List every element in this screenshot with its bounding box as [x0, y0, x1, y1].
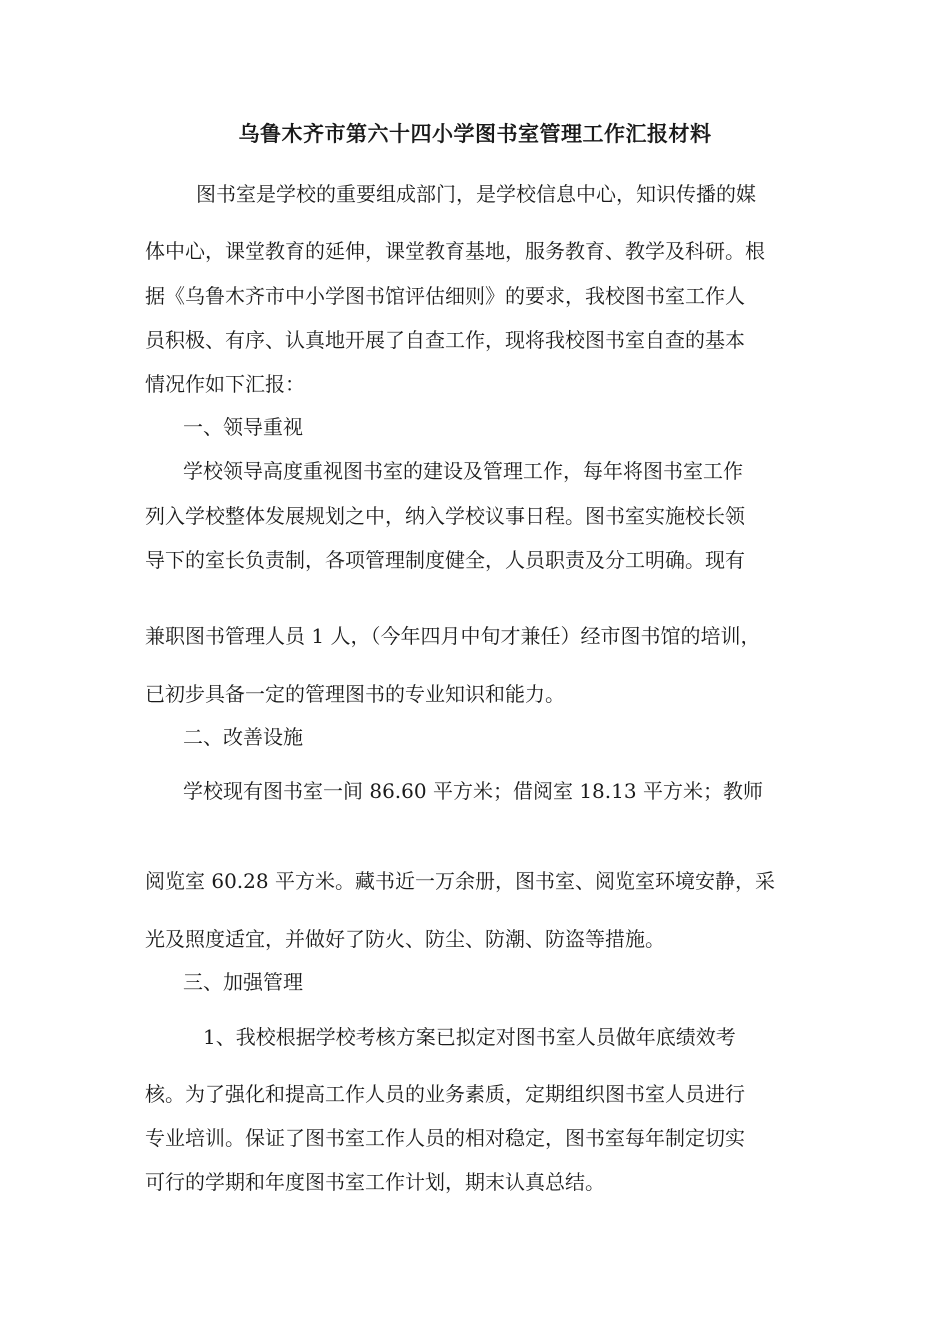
- paragraph-line: 体中心，课堂教育的延伸，课堂教育基地，服务教育、教学及科研。根: [145, 239, 765, 263]
- paragraph-line: 列入学校整体发展规划之中，纳入学校议事日程。图书室实施校长领: [145, 504, 745, 528]
- paragraph-line: 兼职图书管理人员 1 人，（今年四月中旬才兼任）经市图书馆的培训，: [145, 624, 761, 648]
- paragraph-line: 核。为了强化和提高工作人员的业务素质，定期组织图书室人员进行: [145, 1082, 745, 1106]
- paragraph-line: 情况作如下汇报：: [145, 372, 305, 396]
- paragraph-line: 可行的学期和年度图书室工作计划，期末认真总结。: [145, 1170, 605, 1194]
- paragraph-line: 据《乌鲁木齐市中小学图书馆评估细则》的要求，我校图书室工作人: [145, 284, 745, 308]
- paragraph-line: 图书室是学校的重要组成部门，是学校信息中心，知识传播的媒: [196, 182, 756, 206]
- paragraph-line: 阅览室 60.28 平方米。藏书近一万余册，图书室、阅览室环境安静，采: [145, 869, 775, 893]
- paragraph-line: 导下的室长负责制，各项管理制度健全，人员职责及分工明确。现有: [145, 548, 745, 572]
- paragraph-line: 1、我校根据学校考核方案已拟定对图书室人员做年底绩效考: [203, 1025, 736, 1049]
- paragraph-line: 员积极、有序、认真地开展了自查工作，现将我校图书室自查的基本: [145, 328, 745, 352]
- paragraph-line: 已初步具备一定的管理图书的专业知识和能力。: [145, 682, 565, 706]
- paragraph-line: 专业培训。保证了图书室工作人员的相对稳定，图书室每年制定切实: [145, 1126, 745, 1150]
- section-heading: 二、改善设施: [183, 725, 303, 749]
- section-heading: 一、领导重视: [183, 415, 303, 439]
- paragraph-line: 学校现有图书室一间 86.60 平方米；借阅室 18.13 平方米；教师: [183, 779, 763, 803]
- paragraph-line: 光及照度适宜，并做好了防火、防尘、防潮、防盗等措施。: [145, 927, 665, 951]
- section-heading: 三、加强管理: [183, 970, 303, 994]
- paragraph-line: 学校领导高度重视图书室的建设及管理工作，每年将图书室工作: [183, 459, 743, 483]
- document-title: 乌鲁木齐市第六十四小学图书室管理工作汇报材料: [238, 121, 712, 146]
